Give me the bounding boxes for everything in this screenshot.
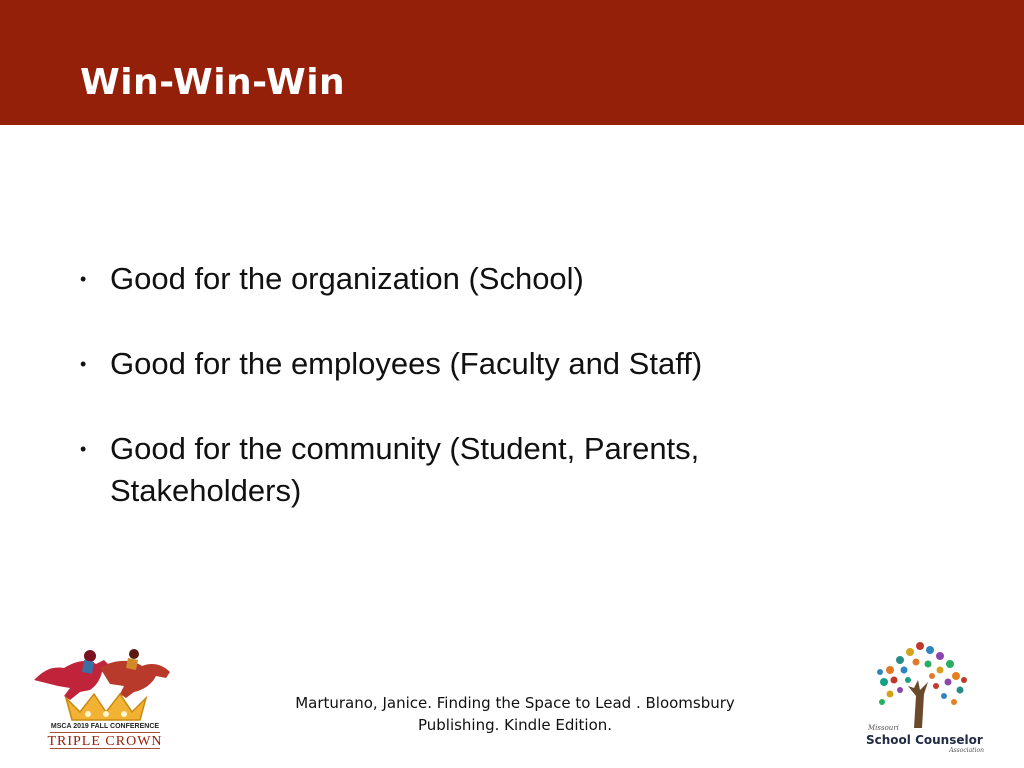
bullet-item bbox=[80, 258, 840, 300]
bullet-item bbox=[80, 343, 840, 385]
logo-state-label: Missouri bbox=[868, 724, 899, 732]
logo-wordmark: School Counselor bbox=[866, 733, 983, 747]
bullet-text: Good for the organization (School) bbox=[110, 261, 584, 296]
bullet-text: Good for the employees (Faculty and Staff) bbox=[110, 346, 703, 381]
logo-association-label: Association bbox=[949, 747, 984, 754]
bullet-icon: • bbox=[80, 439, 87, 459]
bullet-icon: • bbox=[80, 354, 87, 374]
bullet-list bbox=[80, 258, 840, 555]
citation-line: Publishing. Kindle Edition. bbox=[417, 716, 613, 734]
tree-icon bbox=[877, 642, 967, 728]
logo-wordmark: TRIPLE CROWN bbox=[47, 734, 163, 749]
horse-racing-icon bbox=[34, 649, 170, 700]
triple-crown-logo bbox=[30, 640, 180, 752]
citation-line: Marturano, Janice. Finding the Space to Lead . Bloomsbury bbox=[295, 694, 735, 712]
citation bbox=[270, 692, 760, 736]
bullet-item bbox=[80, 428, 840, 512]
school-counselor-logo bbox=[860, 636, 990, 754]
slide-title: Win-Win-Win bbox=[80, 62, 346, 103]
title-bar bbox=[0, 0, 1024, 125]
logo-caption: MSCA 2019 FALL CONFERENCE bbox=[50, 723, 160, 730]
bullet-text: Good for the community (Student, Parents, Stakeholders) bbox=[110, 431, 700, 508]
crown-icon bbox=[66, 694, 146, 720]
bullet-icon: • bbox=[80, 269, 87, 289]
